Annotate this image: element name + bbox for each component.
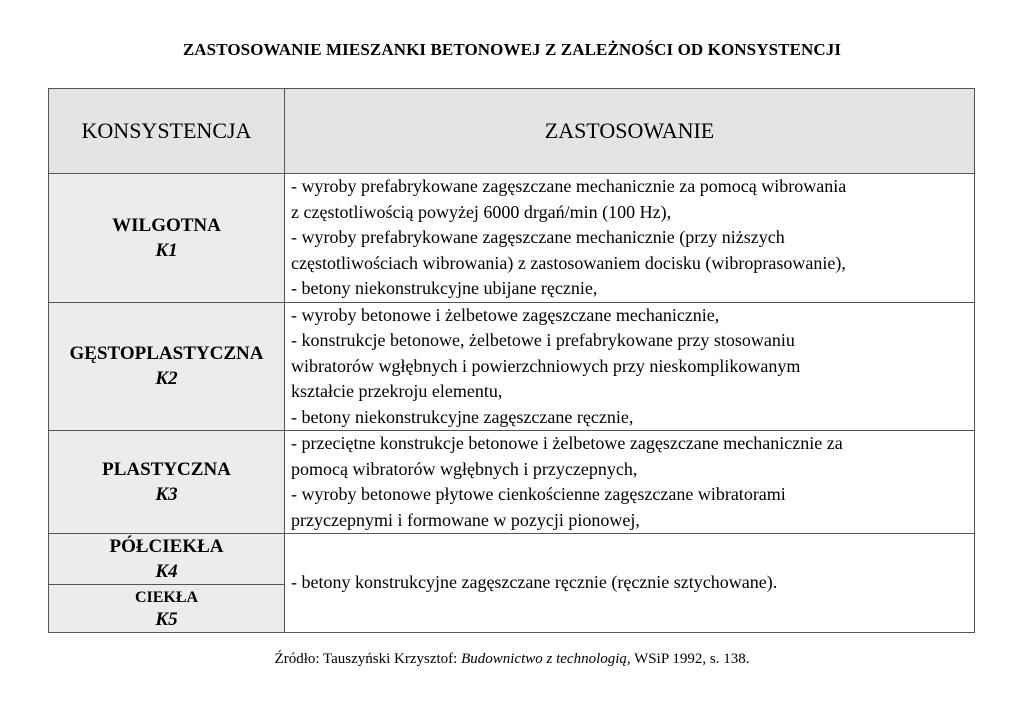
application-line: - betony konstrukcyjne zagęszczane ręcznie (ręcznie sztychowane). <box>291 572 778 593</box>
application-line: częstotliwościach wibrowania) z zastosowaniem docisku (wibroprasowanie), <box>291 252 846 273</box>
table-header-row <box>49 89 975 174</box>
consistency-name: GĘSTOPLASTYCZNA <box>69 343 264 365</box>
consistency-code: K1 <box>155 239 178 261</box>
consistency-label-k4 <box>49 534 285 585</box>
consistency-code: K5 <box>155 608 178 630</box>
table-row <box>49 431 975 534</box>
source-book-title: Budownictwo z technologią, <box>461 651 631 667</box>
application-line: - betony niekonstrukcyjne ubijane ręcznie, <box>291 278 598 298</box>
page-title: ZASTOSOWANIE MIESZANKI BETONOWEJ Z ZALEŻNOŚCI OD KONSYSTENCJI <box>182 40 842 59</box>
table-row <box>49 174 975 303</box>
application-cell-k3 <box>285 431 975 534</box>
header-application: ZASTOSOWANIE <box>285 89 975 174</box>
application-line: przyczepnymi i formowane w pozycji pionowej, <box>291 509 640 530</box>
consistency-code: K2 <box>155 368 178 390</box>
source-suffix: WSiP 1992, s. 138. <box>630 651 750 667</box>
consistency-label-k1 <box>49 174 285 303</box>
application-line: - betony niekonstrukcyjne zagęszczane ręcznie, <box>291 406 634 427</box>
consistency-label-k3 <box>49 431 285 534</box>
source-citation <box>0 651 1024 668</box>
application-cell-k1 <box>285 174 975 303</box>
consistency-label-k5 <box>49 585 285 633</box>
table-row <box>49 534 975 585</box>
application-cell-k4-k5 <box>285 534 975 633</box>
header-consistency: KONSYSTENCJA <box>49 89 285 174</box>
consistency-name: WILGOTNA <box>112 214 221 236</box>
application-line: z częstotliwością powyżej 6000 drgań/min (100 Hz), <box>291 201 672 222</box>
application-line: - konstrukcje betonowe, żelbetowe i prefabrykowane przy stosowaniu <box>291 330 795 350</box>
consistency-name: CIEKŁA <box>134 588 199 606</box>
application-cell-k2 <box>285 302 975 431</box>
source-prefix: Źródło: Tauszyński Krzysztof: <box>274 651 462 667</box>
application-line: - wyroby betonowe płytowe cienkościenne zagęszczane wibratorami <box>291 484 786 504</box>
consistency-label-k2 <box>49 302 285 431</box>
consistency-table <box>48 88 975 633</box>
consistency-name: PLASTYCZNA <box>102 459 231 480</box>
consistency-name: PÓŁCIEKŁA <box>109 536 224 557</box>
consistency-code: K4 <box>155 561 178 582</box>
consistency-code: K3 <box>155 484 178 505</box>
application-line: wibratorów wgłębnych i powierzchniowych przy nieskomplikowanym <box>291 355 801 376</box>
application-line: - wyroby betonowe i żelbetowe zagęszczane mechanicznie, <box>291 304 720 325</box>
application-line: kształcie przekroju elementu, <box>291 381 503 401</box>
table-row <box>49 302 975 431</box>
application-line: - wyroby prefabrykowane zagęszczane mechanicznie za pomocą wibrowania <box>291 176 847 196</box>
application-line: - przeciętne konstrukcje betonowe i żelbetowe zagęszczane mechanicznie za <box>291 433 843 453</box>
application-line: pomocą wibratorów wgłębnych i przyczepnych, <box>291 458 638 479</box>
application-line: - wyroby prefabrykowane zagęszczane mechanicznie (przy niższych <box>291 227 785 247</box>
